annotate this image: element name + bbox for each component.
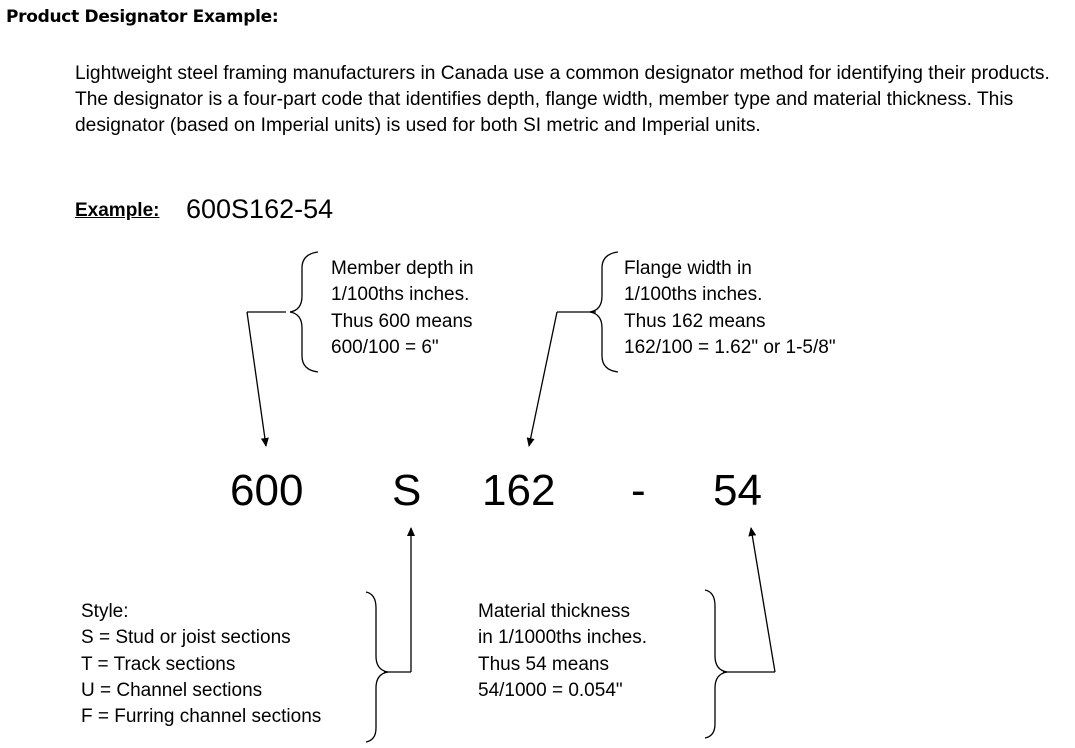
- designator-style: S: [392, 466, 422, 515]
- thickness-note-line: in 1/1000ths inches.: [478, 627, 648, 649]
- intro-paragraph: Lightweight steel framing manufacturers in Canada use a common designator method for identifying their products. The designator is a four-part code that identifies depth, flange width, member type and material thickness. This designator (based on Imperial units) is used for both SI metric and Imperial units.: [75, 63, 1050, 136]
- depth-arrow: [247, 312, 266, 446]
- style-brace: [366, 592, 388, 742]
- designator-thickness: 54: [713, 466, 762, 515]
- flange-note-line: 162/100 = 1.62" or 1-5/8": [624, 336, 836, 358]
- page-heading: Product Designator Example:: [6, 7, 279, 27]
- depth-note-line: Thus 600 means: [331, 310, 473, 332]
- depth-note-line: 600/100 = 6": [331, 336, 439, 358]
- flange-arrow: [529, 312, 557, 446]
- thickness-note-line: Material thickness: [478, 601, 631, 622]
- example-code: 600S162-54: [186, 194, 334, 224]
- thickness-arrow: [751, 528, 775, 672]
- style-note-line: U = Channel sections: [81, 679, 263, 701]
- depth-brace: [290, 252, 318, 372]
- style-note-line: S = Stud or joist sections: [81, 627, 291, 649]
- designator-flange: 162: [482, 466, 556, 515]
- flange-note-line: 1/100ths inches.: [624, 284, 763, 306]
- depth-note-line: 1/100ths inches.: [331, 284, 470, 306]
- depth-note-line: Member depth in: [331, 258, 474, 279]
- designator-depth: 600: [230, 466, 304, 515]
- thickness-note-line: 54/1000 = 0.054": [478, 679, 623, 701]
- thickness-note-line: Thus 54 means: [478, 653, 609, 675]
- designator-dash: -: [631, 466, 646, 515]
- example-label: Example:: [75, 200, 160, 221]
- flange-note-line: Thus 162 means: [624, 310, 766, 332]
- style-note-line: Style:: [81, 601, 129, 622]
- style-note-line: T = Track sections: [81, 653, 236, 675]
- flange-note-line: Flange width in: [624, 258, 752, 279]
- style-note-line: F = Furring channel sections: [81, 706, 322, 728]
- thickness-brace: [705, 590, 727, 738]
